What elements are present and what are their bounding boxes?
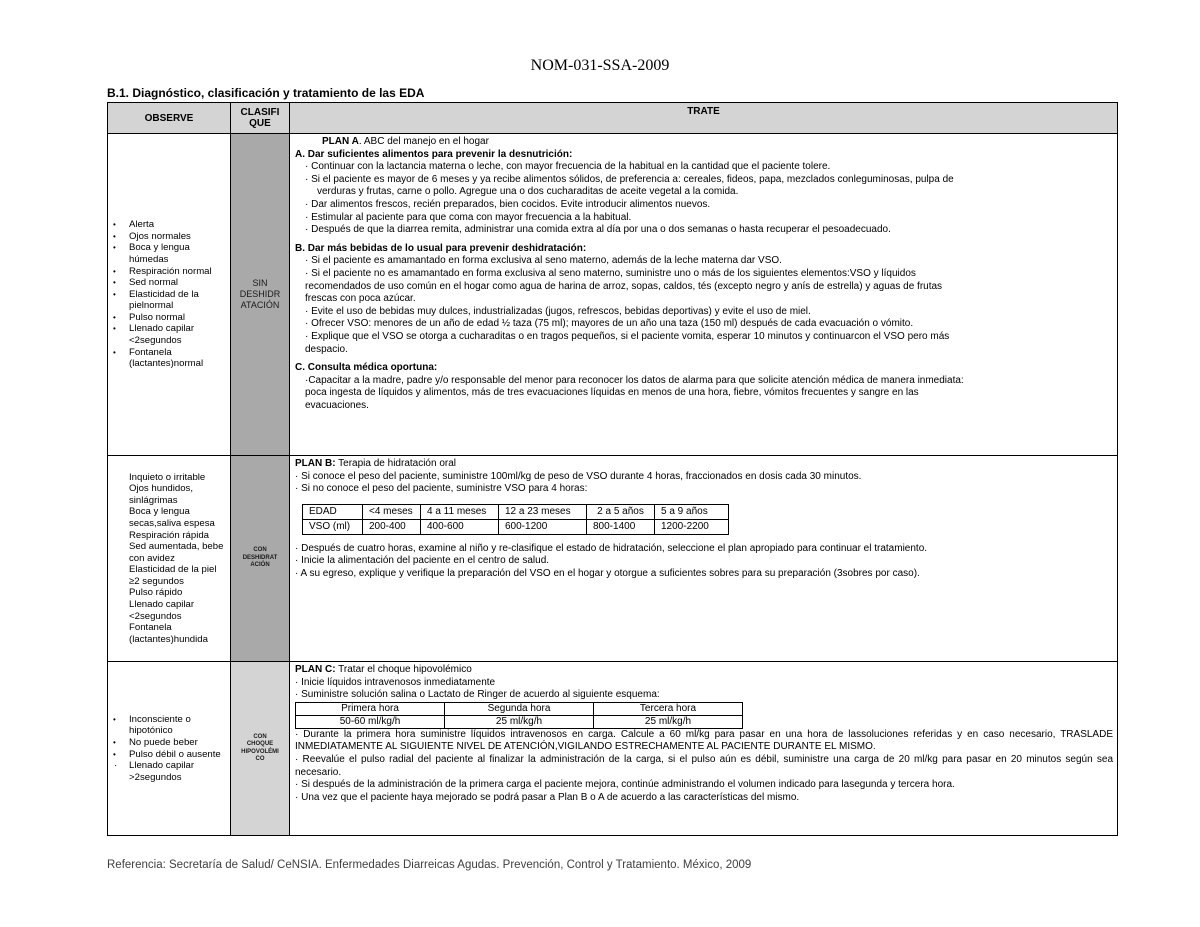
section-a-line: · Estimular al paciente para que coma con mayor frecuencia a la habitual. xyxy=(305,211,632,223)
table-cell: 50-60 ml/kg/h xyxy=(296,715,445,728)
list-item: • Boca y lengua húmedas xyxy=(112,242,227,265)
section-a-line: · Dar alimentos frescos, recién preparados, bien cocidos. Evite introducir alimentos nuevos. xyxy=(305,198,711,210)
table-cell: 1200-2200 xyxy=(655,519,729,534)
section-b-line: · Si el paciente es amamantado en forma exclusiva al seno materno, además de la leche materna dar VSO. xyxy=(305,255,782,267)
eda-treatment-table xyxy=(107,102,1118,836)
section-a-title: A. Dar suficientes alimentos para prevenir la desnutrición: xyxy=(295,148,573,160)
plan-c-line: · Durante la primera hora suministre líquidos intravenosos en carga. Calcule a 60 ml/kg para pasar en una hora de lassoluciones referidas y en caso necesario, TRASLADE INMEDIATAMENTE AL SIGUIENTE NIVEL DE ATENCIÓN,VIGILANDO ESTRECHAMENTE AL PACIENTE DURANTE EL MISMO. xyxy=(295,728,1113,753)
section-b-line: despacio. xyxy=(305,343,348,355)
list-item: Respiración rápida xyxy=(129,529,209,541)
section-b-line: · Explique que el VSO se otorga a cucharaditas o en tragos pequeños, si el paciente vomita, esperar 10 minutos y continuarcon el VSO pero más xyxy=(305,330,950,342)
plan-b-line: · Inicie la alimentación del paciente en el centro de salud. xyxy=(295,555,550,567)
reference-footnote: Referencia: Secretaría de Salud/ CeNSIA. Enfermedades Diarreicas Agudas. Prevención, Control y Tratamiento. México, 2009 xyxy=(107,859,752,871)
section-a-line: · Después de que la diarrea remita, administrar una comida extra al día por una o dos semanas o hasta recuperar el pesoadecuado. xyxy=(305,224,891,236)
vso-by-age-table xyxy=(302,504,729,535)
plan-b-line: · Si no conoce el peso del paciente, suministre VSO para 4 horas: xyxy=(295,483,588,495)
list-item: • Pulso normal xyxy=(112,312,227,324)
table-cell: Tercera hora xyxy=(594,702,743,715)
plan-c-line: · Inicie líquidos intravenosos inmediatamente xyxy=(295,676,496,688)
document-title: NOM-031-SSA-2009 xyxy=(530,57,670,74)
observe-cell-plan-a xyxy=(108,134,231,456)
list-item: • No puede beber xyxy=(112,737,227,749)
plan-c-line: · Si después de la administración de la primera carga el paciente mejora, continúe administrando el volumen indicado para lasegunda y tercera hora. xyxy=(295,779,955,791)
table-row-plan-b xyxy=(108,456,1118,662)
list-item: Pulso rápido xyxy=(129,587,183,599)
observe-list-plan-b xyxy=(112,472,227,646)
classification-line: CON xyxy=(253,547,267,554)
list-item: • Respiración normal xyxy=(112,266,227,278)
classification-con-deshidratacion xyxy=(231,456,290,662)
list-item: • Alerta xyxy=(112,219,227,231)
section-b-line: · Evite el uso de bebidas muy dulces, industrializadas (jugos, refrescos, bebidas deportivas) y evite el uso de miel. xyxy=(305,305,811,317)
classification-sin-deshidratacion xyxy=(231,134,290,456)
table-cell: Primera hora xyxy=(296,702,445,715)
section-c-line: evacuaciones. xyxy=(305,399,369,411)
plan-c-line: · Una vez que el paciente haya mejorado se podrá pasar a Plan B o A de acuerdo a las características del mismo. xyxy=(295,791,800,803)
table-row-plan-a xyxy=(108,134,1118,456)
list-item: • Pulso débil o ausente xyxy=(112,749,227,761)
table-row xyxy=(303,504,729,519)
plan-b-line: · Después de cuatro horas, examine al niño y re-clasifique el estado de hidratación, seleccione el plan apropiado para continuar el tratamiento. xyxy=(295,542,928,554)
plan-a-heading xyxy=(295,136,1113,149)
header-clasifique-line-1: CLASIFI xyxy=(240,107,280,118)
list-item: • Sed normal xyxy=(112,277,227,289)
observe-list-plan-c xyxy=(112,714,227,784)
table-cell: 800-1400 xyxy=(587,519,655,534)
classification-line: ACIÓN xyxy=(250,562,270,569)
observe-cell-plan-b xyxy=(108,456,231,662)
classification-line: DESHIDR xyxy=(239,289,281,299)
list-item: • Llenado capilar <2segundos xyxy=(112,323,227,346)
section-c-line: poca ingesta de líquidos y alimentos, más de tres evacuaciones líquidas en menos de una hora, fiebre, vómitos frecuentes y sangre en las xyxy=(305,387,919,399)
classification-line: CO xyxy=(255,756,265,762)
table-cell: 600-1200 xyxy=(499,519,587,534)
treatment-cell-plan-a xyxy=(290,134,1118,456)
plan-a-label: PLAN A xyxy=(322,136,359,147)
section-a-line: · Si el paciente es mayor de 6 meses y ya recibe alimentos sólidos, de preferencia a: cereales, fideos, papa, mezclados conleguminosas, pulpa de xyxy=(305,173,954,185)
plan-c-line: · Suministre solución salina o Lactato de Ringer de acuerdo al siguiente esquema: xyxy=(295,689,660,701)
plan-b-heading xyxy=(295,458,1113,471)
classification-line: DESHIDRAT xyxy=(242,554,278,561)
table-header-row xyxy=(108,103,1118,134)
list-item: Sed aumentada, bebe con avidez xyxy=(129,541,224,564)
header-trate: TRATE xyxy=(290,103,1118,134)
section-b-title: B. Dar más bebidas de lo usual para prevenir deshidratación: xyxy=(295,242,587,254)
table-cell: <4 meses xyxy=(363,504,421,519)
table-cell: 5 a 9 años xyxy=(655,504,729,519)
section-b-line: · Ofrecer VSO: menores de un año de edad ½ taza (75 ml); mayores de un año una taza (150 ml) después de cada evacuación o vómito. xyxy=(305,318,914,330)
section-a-line: · Continuar con la lactancia materna o leche, con mayor frecuencia de la habitual en la cantidad que el paciente tolere. xyxy=(305,161,831,173)
classification-line: CON xyxy=(253,733,267,740)
classification-line: SIN xyxy=(252,278,268,288)
classification-line: HIPOVOLÉMI xyxy=(241,748,279,755)
fluid-schedule-table xyxy=(295,702,743,729)
header-observe: OBSERVE xyxy=(108,103,231,134)
header-clasifique xyxy=(231,103,290,134)
table-cell: 25 ml/kg/h xyxy=(445,715,594,728)
table-row xyxy=(296,715,743,728)
plan-b-label: PLAN B: xyxy=(295,458,336,469)
list-item: Llenado capilar <2segundos xyxy=(129,599,195,622)
observe-cell-plan-c xyxy=(108,662,231,836)
plan-c-text: Tratar el choque hipovolémico xyxy=(335,664,472,675)
plan-b-line: · Si conoce el peso del paciente, suministre 100ml/kg de peso de VSO durante 4 horas, fraccionados en dosis cada 30 minutos. xyxy=(295,470,862,482)
table-cell: EDAD xyxy=(303,504,363,519)
table-cell: 400-600 xyxy=(421,519,499,534)
plan-c-line: · Reevalúe el pulso radial del paciente al finalizar la administración de la carga, si el pulso aún es débil, suministre una carga de 20 ml/kg para pasar en 20 minutos según sea necesario. xyxy=(295,753,1113,778)
list-item: • Elasticidad de la pielnormal xyxy=(112,289,227,312)
plan-b-text: Terapia de hidratación oral xyxy=(335,458,457,469)
classification-line: ATACIÓN xyxy=(240,300,280,310)
table-cell: 4 a 11 meses xyxy=(421,504,499,519)
section-title: B.1. Diagnóstico, clasificación y tratamiento de las EDA xyxy=(107,86,425,100)
table-cell: 12 a 23 meses xyxy=(499,504,587,519)
list-item: Elasticidad de la piel ≥2 segundos xyxy=(129,564,217,587)
list-item: • Fontanela (lactantes)normal xyxy=(112,347,227,370)
table-cell: 2 a 5 años xyxy=(587,504,655,519)
header-clasifique-line-2: QUE xyxy=(249,118,271,129)
list-item: • Inconsciente o hipotónico xyxy=(112,714,227,737)
list-item: Fontanela (lactantes)hundida xyxy=(129,622,208,645)
table-cell: VSO (ml) xyxy=(303,519,363,534)
plan-c-label: PLAN C: xyxy=(295,664,336,675)
section-b-line: · Si el paciente no es amamantado en forma exclusiva al seno materno, suministre uno o más de los siguientes elementos:VSO y líquidos xyxy=(305,267,916,279)
table-row xyxy=(296,702,743,715)
plan-b-line: · A su egreso, explique y verifique la preparación del VSO en el hogar y otorgue a suficientes sobres para su preparación (3sobres por caso). xyxy=(295,567,920,579)
list-item: Boca y lengua secas,saliva espesa xyxy=(129,506,215,529)
plan-a-text: . ABC del manejo en el hogar xyxy=(358,136,489,147)
list-item: · Llenado capilar >2segundos xyxy=(112,760,227,783)
section-a-line: verduras y frutas, carne o pollo. Agregue una o dos cucharaditas de aceite vegetal a la comida. xyxy=(317,186,739,198)
table-cell: 25 ml/kg/h xyxy=(594,715,743,728)
treatment-cell-plan-c xyxy=(290,662,1118,836)
plan-c-heading xyxy=(295,664,1113,677)
table-cell: Segunda hora xyxy=(445,702,594,715)
list-item: Ojos hundidos, sinlágrimas xyxy=(129,483,193,506)
table-cell: 200-400 xyxy=(363,519,421,534)
observe-list-plan-a xyxy=(112,219,227,370)
classification-line: CHOQUE xyxy=(246,741,274,747)
section-b-line: frescas con poca azúcar. xyxy=(305,293,416,305)
table-row xyxy=(303,519,729,534)
list-item: • Ojos normales xyxy=(112,231,227,243)
section-c-line: ·Capacitar a la madre, padre y/o responsable del menor para reconocer los datos de alarma para que solicite atención médica de manera inmediata: xyxy=(305,374,964,386)
list-item: Inquieto o irritable xyxy=(129,471,206,483)
section-b-line: recomendados de uso común en el hogar como agua de harina de arroz, sopas, caldos, tés (excepto negro y anís de estrella) y aguas de frutas xyxy=(305,280,943,292)
classification-con-choque-hipovolemico xyxy=(231,662,290,836)
treatment-cell-plan-b xyxy=(290,456,1118,662)
table-row-plan-c xyxy=(108,662,1118,836)
section-c-title: C. Consulta médica oportuna: xyxy=(295,362,438,374)
